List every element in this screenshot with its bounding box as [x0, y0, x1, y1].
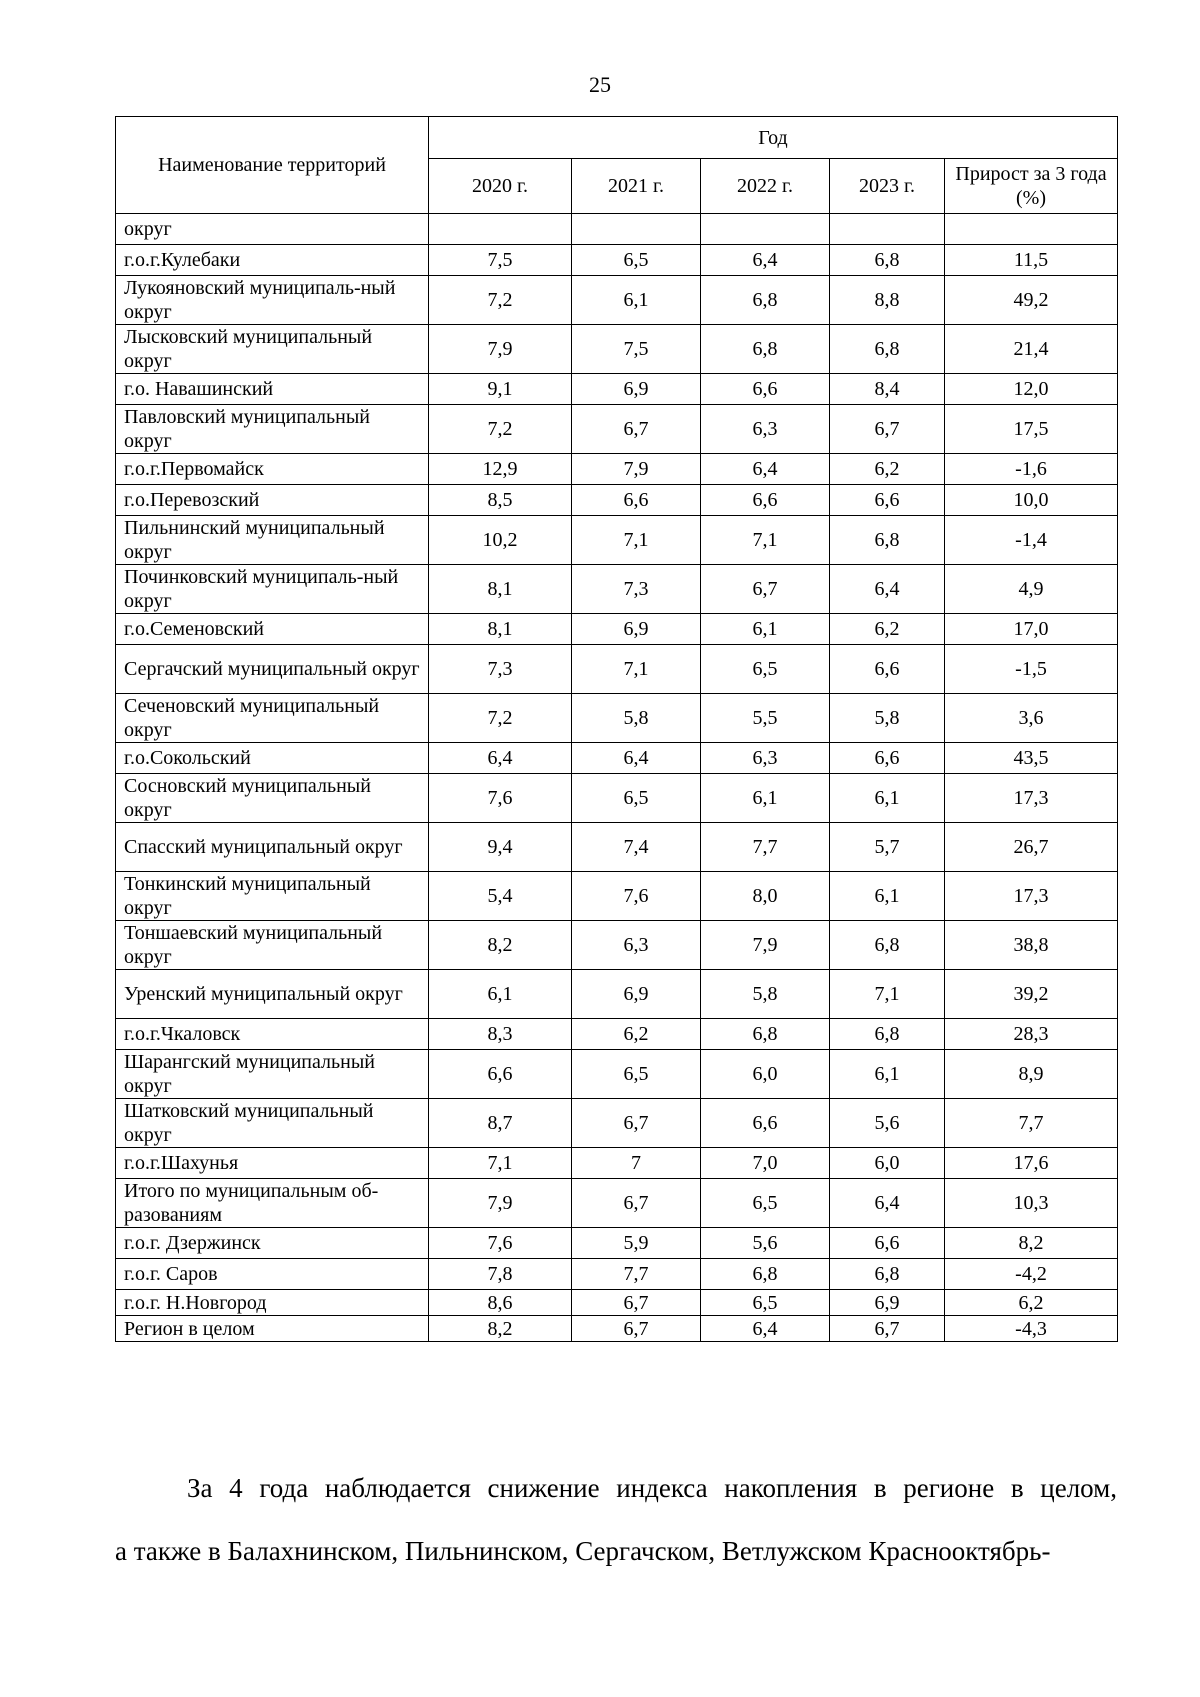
- value-growth-cell: 26,7: [945, 823, 1118, 872]
- value-2021-cell: 6,1: [572, 276, 701, 325]
- table-row: [116, 1050, 1118, 1099]
- table-row: [116, 214, 1118, 245]
- value-2021-cell: 7,3: [572, 565, 701, 614]
- territory-name-cell: г.о.Семеновский: [116, 614, 429, 645]
- value-2023-cell: 6,8: [830, 245, 945, 276]
- territory-name-cell: Починковский муниципаль-ный округ: [116, 565, 429, 614]
- value-2021-cell: 5,8: [572, 694, 701, 743]
- value-2021-cell: 6,5: [572, 774, 701, 823]
- value-2022-cell: 5,5: [701, 694, 830, 743]
- value-2023-cell: 6,4: [830, 1179, 945, 1228]
- value-2021-cell: 6,7: [572, 1316, 701, 1342]
- value-2020-cell: 7,8: [429, 1259, 572, 1290]
- header-growth: Прирост за 3 года (%): [945, 159, 1118, 214]
- value-growth-cell: [945, 214, 1118, 245]
- value-growth-cell: 6,2: [945, 1290, 1118, 1316]
- value-2022-cell: 6,6: [701, 485, 830, 516]
- value-2022-cell: 6,8: [701, 325, 830, 374]
- table-row: [116, 405, 1118, 454]
- table-row: [116, 454, 1118, 485]
- value-2021-cell: 7,1: [572, 516, 701, 565]
- value-2023-cell: 6,8: [830, 921, 945, 970]
- value-2023-cell: 6,8: [830, 1259, 945, 1290]
- table-row: [116, 614, 1118, 645]
- value-2020-cell: 7,9: [429, 1179, 572, 1228]
- value-2020-cell: 6,1: [429, 970, 572, 1019]
- value-2023-cell: 6,6: [830, 1228, 945, 1259]
- page-number: 25: [589, 72, 611, 97]
- table-row: [116, 743, 1118, 774]
- value-growth-cell: 3,6: [945, 694, 1118, 743]
- value-2022-cell: 7,0: [701, 1148, 830, 1179]
- value-2020-cell: 7,2: [429, 276, 572, 325]
- value-2021-cell: 7: [572, 1148, 701, 1179]
- territory-name-cell: г.о.Сокольский: [116, 743, 429, 774]
- territory-name-cell: Лукояновский муниципаль-ный округ: [116, 276, 429, 325]
- value-2023-cell: 6,6: [830, 645, 945, 694]
- territory-name-cell: Пильнинский муниципальный округ: [116, 516, 429, 565]
- value-2021-cell: 6,4: [572, 743, 701, 774]
- value-2023-cell: 6,4: [830, 565, 945, 614]
- table-row: [116, 1228, 1118, 1259]
- value-2022-cell: 6,4: [701, 245, 830, 276]
- paragraph-line-1: За 4 года наблюдается снижение индекса накопления в регионе в целом,: [187, 1473, 1117, 1503]
- value-2023-cell: 6,7: [830, 1316, 945, 1342]
- table-row: [116, 872, 1118, 921]
- value-2022-cell: 8,0: [701, 872, 830, 921]
- value-growth-cell: 17,6: [945, 1148, 1118, 1179]
- value-2023-cell: 6,8: [830, 516, 945, 565]
- territory-name-cell: Спасский муниципальный округ: [116, 823, 429, 872]
- value-2023-cell: 6,1: [830, 1050, 945, 1099]
- value-2022-cell: 6,5: [701, 1179, 830, 1228]
- value-2021-cell: 6,9: [572, 374, 701, 405]
- territory-name-cell: Уренский муниципальный округ: [116, 970, 429, 1019]
- value-2021-cell: 6,7: [572, 405, 701, 454]
- territory-name-cell: Сергачский муниципальный округ: [116, 645, 429, 694]
- value-2020-cell: 7,6: [429, 1228, 572, 1259]
- value-2020-cell: 7,3: [429, 645, 572, 694]
- territory-name-cell: Шарангский муниципальный округ: [116, 1050, 429, 1099]
- value-2021-cell: 7,6: [572, 872, 701, 921]
- value-growth-cell: -1,5: [945, 645, 1118, 694]
- value-2021-cell: 7,4: [572, 823, 701, 872]
- value-2020-cell: 7,1: [429, 1148, 572, 1179]
- value-2021-cell: 6,7: [572, 1179, 701, 1228]
- value-2022-cell: 6,1: [701, 774, 830, 823]
- value-growth-cell: 8,9: [945, 1050, 1118, 1099]
- value-growth-cell: 4,9: [945, 565, 1118, 614]
- value-2020-cell: 8,2: [429, 921, 572, 970]
- value-2022-cell: [701, 214, 830, 245]
- territory-name-cell: округ: [116, 214, 429, 245]
- value-2020-cell: 8,1: [429, 614, 572, 645]
- value-2022-cell: 6,8: [701, 1019, 830, 1050]
- table-row: [116, 276, 1118, 325]
- header-year-2022: 2022 г.: [701, 159, 830, 214]
- value-2022-cell: 6,6: [701, 374, 830, 405]
- value-2021-cell: 6,7: [572, 1099, 701, 1148]
- territory-name-cell: Тонкинский муниципальный округ: [116, 872, 429, 921]
- value-growth-cell: 11,5: [945, 245, 1118, 276]
- table-row: [116, 921, 1118, 970]
- value-2022-cell: 6,5: [701, 645, 830, 694]
- territory-name-cell: г.о.г.Первомайск: [116, 454, 429, 485]
- value-2022-cell: 7,1: [701, 516, 830, 565]
- table-row: [116, 565, 1118, 614]
- table-row: [116, 1019, 1118, 1050]
- value-2021-cell: 5,9: [572, 1228, 701, 1259]
- territory-name-cell: Регион в целом: [116, 1316, 429, 1342]
- value-2021-cell: [572, 214, 701, 245]
- table-row: [116, 1259, 1118, 1290]
- value-2022-cell: 6,6: [701, 1099, 830, 1148]
- table-row: [116, 1148, 1118, 1179]
- value-2023-cell: 6,6: [830, 743, 945, 774]
- value-2021-cell: 6,9: [572, 970, 701, 1019]
- value-growth-cell: 21,4: [945, 325, 1118, 374]
- value-growth-cell: 49,2: [945, 276, 1118, 325]
- value-2023-cell: 6,2: [830, 614, 945, 645]
- territory-name-cell: г.о.г.Чкаловск: [116, 1019, 429, 1050]
- value-2023-cell: 6,7: [830, 405, 945, 454]
- value-growth-cell: 12,0: [945, 374, 1118, 405]
- table-row: [116, 516, 1118, 565]
- value-2021-cell: 7,5: [572, 325, 701, 374]
- table-row: [116, 645, 1118, 694]
- value-growth-cell: 28,3: [945, 1019, 1118, 1050]
- header-year-2023: 2023 г.: [830, 159, 945, 214]
- header-year-group: Год: [429, 117, 1118, 159]
- value-2020-cell: 7,6: [429, 774, 572, 823]
- value-2023-cell: 6,9: [830, 1290, 945, 1316]
- value-2021-cell: 6,7: [572, 1290, 701, 1316]
- table-row: [116, 374, 1118, 405]
- value-2023-cell: 8,4: [830, 374, 945, 405]
- value-2023-cell: 6,2: [830, 454, 945, 485]
- table-row: [116, 970, 1118, 1019]
- territory-name-cell: г.о. Навашинский: [116, 374, 429, 405]
- table-row: [116, 245, 1118, 276]
- value-growth-cell: 8,2: [945, 1228, 1118, 1259]
- table-body: [116, 214, 1118, 1342]
- value-2022-cell: 6,0: [701, 1050, 830, 1099]
- value-2020-cell: 7,2: [429, 405, 572, 454]
- territory-name-cell: Лысковский муниципальный округ: [116, 325, 429, 374]
- value-2022-cell: 6,5: [701, 1290, 830, 1316]
- territory-name-cell: г.о.г. Дзержинск: [116, 1228, 429, 1259]
- value-2022-cell: 6,8: [701, 1259, 830, 1290]
- value-2020-cell: 12,9: [429, 454, 572, 485]
- value-2020-cell: 7,5: [429, 245, 572, 276]
- value-2020-cell: 9,4: [429, 823, 572, 872]
- value-2021-cell: 6,9: [572, 614, 701, 645]
- value-2021-cell: 6,3: [572, 921, 701, 970]
- table-row: [116, 1316, 1118, 1342]
- accumulation-index-table: [115, 116, 1118, 1342]
- territory-name-cell: Сосновский муниципальный округ: [116, 774, 429, 823]
- table-row: [116, 485, 1118, 516]
- header-year-2020: 2020 г.: [429, 159, 572, 214]
- value-2022-cell: 5,8: [701, 970, 830, 1019]
- value-growth-cell: 10,3: [945, 1179, 1118, 1228]
- value-2023-cell: [830, 214, 945, 245]
- table-row: [116, 694, 1118, 743]
- value-2020-cell: 8,2: [429, 1316, 572, 1342]
- value-2021-cell: 7,9: [572, 454, 701, 485]
- table-row: [116, 325, 1118, 374]
- value-2023-cell: 5,8: [830, 694, 945, 743]
- territory-name-cell: г.о.г. Саров: [116, 1259, 429, 1290]
- value-2022-cell: 7,7: [701, 823, 830, 872]
- value-2022-cell: 6,4: [701, 454, 830, 485]
- value-2023-cell: 6,0: [830, 1148, 945, 1179]
- value-growth-cell: 17,5: [945, 405, 1118, 454]
- value-2022-cell: 6,3: [701, 743, 830, 774]
- value-2022-cell: 6,1: [701, 614, 830, 645]
- territory-name-cell: г.о.г. Н.Новгород: [116, 1290, 429, 1316]
- value-2021-cell: 6,5: [572, 1050, 701, 1099]
- header-year-2021: 2021 г.: [572, 159, 701, 214]
- value-2021-cell: 6,5: [572, 245, 701, 276]
- table-row: [116, 823, 1118, 872]
- value-growth-cell: 38,8: [945, 921, 1118, 970]
- value-2021-cell: 6,2: [572, 1019, 701, 1050]
- value-2020-cell: 8,5: [429, 485, 572, 516]
- value-2022-cell: 5,6: [701, 1228, 830, 1259]
- value-growth-cell: 39,2: [945, 970, 1118, 1019]
- value-growth-cell: -4,2: [945, 1259, 1118, 1290]
- value-2022-cell: 6,3: [701, 405, 830, 454]
- value-2021-cell: 6,6: [572, 485, 701, 516]
- territory-name-cell: г.о.г.Шахунья: [116, 1148, 429, 1179]
- value-growth-cell: 43,5: [945, 743, 1118, 774]
- value-2020-cell: 8,1: [429, 565, 572, 614]
- territory-name-cell: Шатковский муниципальный округ: [116, 1099, 429, 1148]
- value-2020-cell: 10,2: [429, 516, 572, 565]
- territory-name-cell: г.о.Перевозский: [116, 485, 429, 516]
- value-2020-cell: 8,7: [429, 1099, 572, 1148]
- value-2022-cell: 6,7: [701, 565, 830, 614]
- value-2023-cell: 6,8: [830, 1019, 945, 1050]
- table-row: [116, 1179, 1118, 1228]
- territory-name-cell: Тоншаевский муниципальный округ: [116, 921, 429, 970]
- value-growth-cell: 10,0: [945, 485, 1118, 516]
- value-2023-cell: 6,8: [830, 325, 945, 374]
- value-2023-cell: 6,6: [830, 485, 945, 516]
- territory-name-cell: Сеченовский муниципальный округ: [116, 694, 429, 743]
- value-2020-cell: [429, 214, 572, 245]
- value-2022-cell: 6,4: [701, 1316, 830, 1342]
- value-2020-cell: 9,1: [429, 374, 572, 405]
- value-2021-cell: 7,7: [572, 1259, 701, 1290]
- value-growth-cell: 17,0: [945, 614, 1118, 645]
- territory-name-cell: Итого по муниципальным об-разованиям: [116, 1179, 429, 1228]
- value-2020-cell: 8,6: [429, 1290, 572, 1316]
- value-growth-cell: 17,3: [945, 774, 1118, 823]
- value-2020-cell: 5,4: [429, 872, 572, 921]
- table-row: [116, 774, 1118, 823]
- value-growth-cell: -4,3: [945, 1316, 1118, 1342]
- value-growth-cell: -1,6: [945, 454, 1118, 485]
- value-2020-cell: 8,3: [429, 1019, 572, 1050]
- territory-name-cell: г.о.г.Кулебаки: [116, 245, 429, 276]
- value-2023-cell: 5,7: [830, 823, 945, 872]
- value-2023-cell: 7,1: [830, 970, 945, 1019]
- table-row: [116, 1099, 1118, 1148]
- value-2020-cell: 6,6: [429, 1050, 572, 1099]
- value-2023-cell: 5,6: [830, 1099, 945, 1148]
- value-2023-cell: 6,1: [830, 774, 945, 823]
- paragraph-line-2: а также в Балахнинском, Пильнинском, Сергачском, Ветлужском Краснооктябрь-: [115, 1536, 1051, 1566]
- header-territory-name: Наименование территорий: [116, 117, 429, 214]
- value-2023-cell: 6,1: [830, 872, 945, 921]
- value-2020-cell: 6,4: [429, 743, 572, 774]
- value-2021-cell: 7,1: [572, 645, 701, 694]
- value-growth-cell: -1,4: [945, 516, 1118, 565]
- value-growth-cell: 7,7: [945, 1099, 1118, 1148]
- value-2020-cell: 7,2: [429, 694, 572, 743]
- table-row: [116, 1290, 1118, 1316]
- value-2023-cell: 8,8: [830, 276, 945, 325]
- territory-name-cell: Павловский муниципальный округ: [116, 405, 429, 454]
- value-2022-cell: 6,8: [701, 276, 830, 325]
- value-growth-cell: 17,3: [945, 872, 1118, 921]
- value-2022-cell: 7,9: [701, 921, 830, 970]
- value-2020-cell: 7,9: [429, 325, 572, 374]
